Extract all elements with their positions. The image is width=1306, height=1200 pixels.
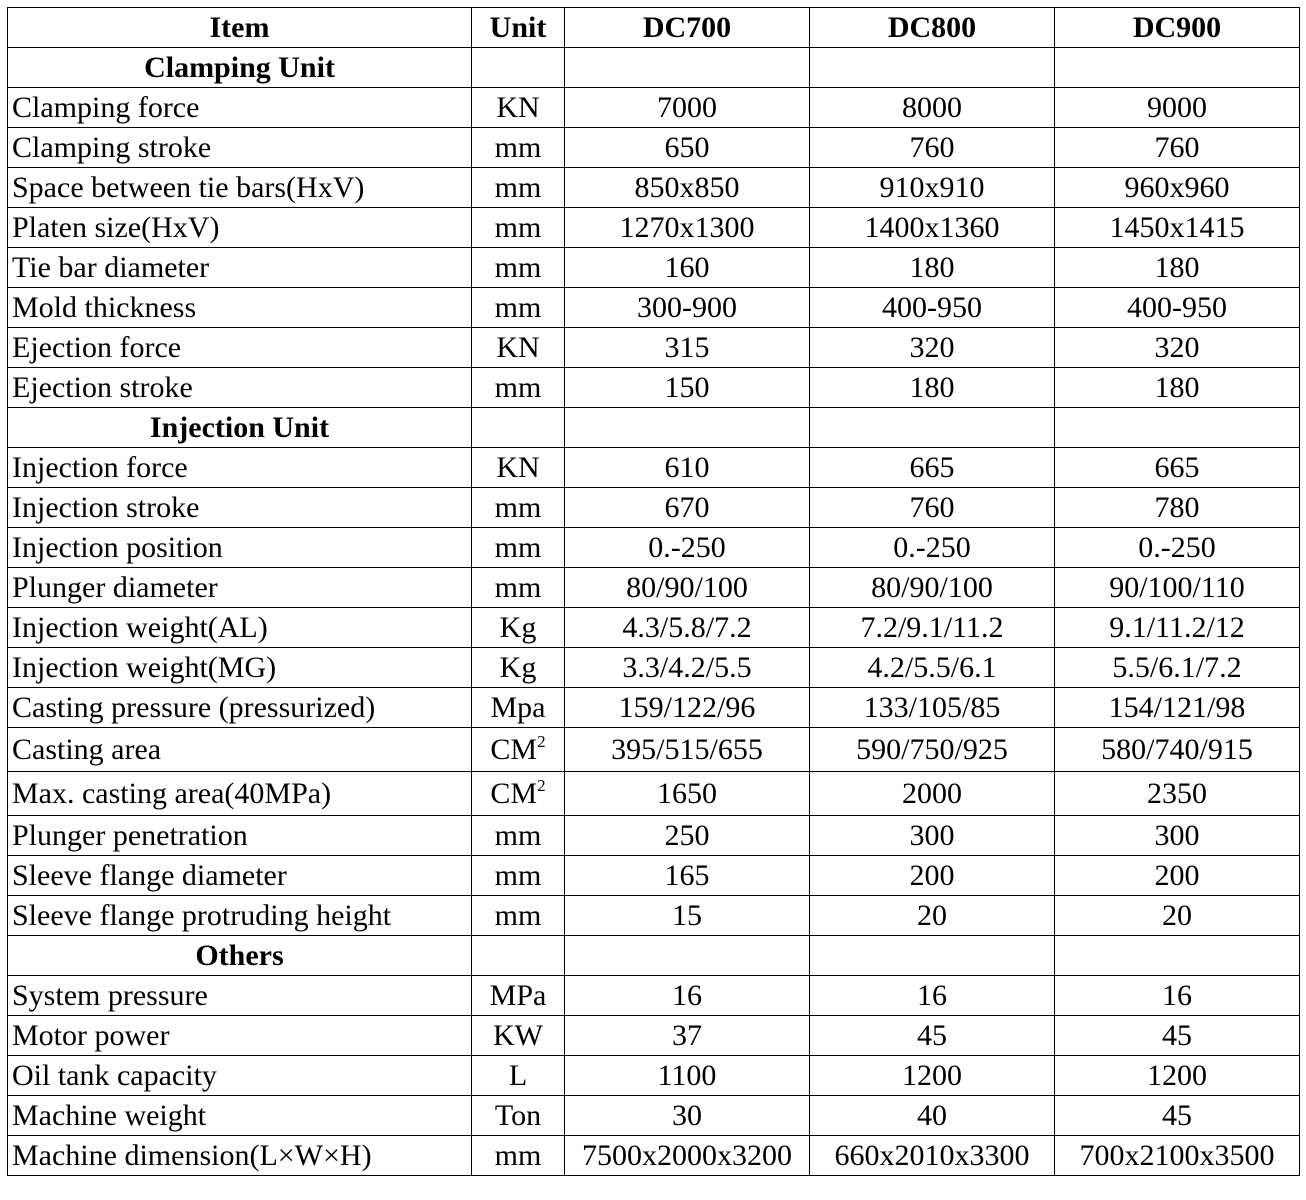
unit-text: KW: [493, 1018, 543, 1052]
row-unit: [472, 1016, 565, 1056]
row-value: 5.5/6.1/7.2: [1055, 648, 1300, 688]
table-row: [8, 248, 1300, 288]
row-value: 4.2/5.5/6.1: [810, 648, 1055, 688]
empty-cell: [565, 48, 810, 88]
row-unit: [472, 88, 565, 128]
row-value: 760: [810, 488, 1055, 528]
row-value: 80/90/100: [565, 568, 810, 608]
row-value: 1450x1415: [1055, 208, 1300, 248]
row-value: 180: [810, 248, 1055, 288]
unit-text: mm: [494, 130, 542, 164]
row-unit: [472, 688, 565, 728]
row-value: 400-950: [810, 288, 1055, 328]
row-value: 200: [1055, 856, 1300, 896]
row-value: 960x960: [1055, 168, 1300, 208]
row-value: 30: [565, 1096, 810, 1136]
table-row: [8, 1096, 1300, 1136]
empty-cell: [1055, 936, 1300, 976]
row-unit: [472, 488, 565, 528]
row-value: 760: [1055, 128, 1300, 168]
row-value: 7000: [565, 88, 810, 128]
row-value: 16: [565, 976, 810, 1016]
unit-text: mm: [494, 290, 542, 324]
row-unit: [472, 728, 565, 772]
row-value: 300: [810, 816, 1055, 856]
unit-superscript: 2: [537, 775, 546, 795]
row-value: 850x850: [565, 168, 810, 208]
row-value: 2000: [810, 772, 1055, 816]
row-value: 400-950: [1055, 288, 1300, 328]
row-unit: [472, 856, 565, 896]
unit-superscript: 2: [537, 731, 546, 751]
empty-cell: [472, 936, 565, 976]
unit-text: mm: [494, 490, 542, 524]
row-value: 16: [1055, 976, 1300, 1016]
row-item: Casting pressure (pressurized): [8, 688, 472, 728]
unit-text: KN: [496, 90, 540, 124]
row-unit: [472, 1056, 565, 1096]
row-unit: [472, 648, 565, 688]
row-value: 780: [1055, 488, 1300, 528]
section-row: [8, 408, 1300, 448]
header-item: Item: [8, 8, 472, 48]
row-value: 150: [565, 368, 810, 408]
unit-text: CM: [490, 732, 538, 766]
table-header: [8, 8, 1300, 48]
empty-cell: [565, 408, 810, 448]
row-value: 665: [810, 448, 1055, 488]
row-value: 9.1/11.2/12: [1055, 608, 1300, 648]
unit-text: KN: [496, 330, 540, 364]
row-value: 610: [565, 448, 810, 488]
unit-text: mm: [494, 570, 542, 604]
row-item: Plunger diameter: [8, 568, 472, 608]
row-value: 133/105/85: [810, 688, 1055, 728]
row-value: 154/121/98: [1055, 688, 1300, 728]
row-value: 910x910: [810, 168, 1055, 208]
row-value: 3.3/4.2/5.5: [565, 648, 810, 688]
row-item: Casting area: [8, 728, 472, 772]
empty-cell: [1055, 408, 1300, 448]
table-row: [8, 896, 1300, 936]
unit-text: mm: [494, 210, 542, 244]
table-row: [8, 368, 1300, 408]
unit-text: Kg: [499, 610, 537, 644]
row-value: 1200: [810, 1056, 1055, 1096]
row-unit: [472, 128, 565, 168]
row-item: Injection weight(AL): [8, 608, 472, 648]
row-value: 320: [810, 328, 1055, 368]
unit-text: mm: [494, 1138, 542, 1172]
table-row: [8, 568, 1300, 608]
row-item: Sleeve flange diameter: [8, 856, 472, 896]
table-body: [8, 48, 1300, 1176]
row-value: 9000: [1055, 88, 1300, 128]
section-row: [8, 936, 1300, 976]
row-item: Max. casting area(40MPa): [8, 772, 472, 816]
row-item: Ejection stroke: [8, 368, 472, 408]
table-row: [8, 1056, 1300, 1096]
row-value: 15: [565, 896, 810, 936]
row-value: 700x2100x3500: [1055, 1136, 1300, 1176]
row-value: 180: [1055, 368, 1300, 408]
row-value: 1200: [1055, 1056, 1300, 1096]
table-row: [8, 208, 1300, 248]
row-value: 90/100/110: [1055, 568, 1300, 608]
row-value: 395/515/655: [565, 728, 810, 772]
table-row: [8, 816, 1300, 856]
row-item: Space between tie bars(HxV): [8, 168, 472, 208]
table-row: [8, 688, 1300, 728]
row-value: 315: [565, 328, 810, 368]
row-unit: [472, 328, 565, 368]
row-item: Sleeve flange protruding height: [8, 896, 472, 936]
table-row: [8, 448, 1300, 488]
row-item: Mold thickness: [8, 288, 472, 328]
row-value: 300: [1055, 816, 1300, 856]
row-unit: [472, 772, 565, 816]
row-value: 165: [565, 856, 810, 896]
row-value: 1100: [565, 1056, 810, 1096]
table-row: [8, 648, 1300, 688]
row-unit: [472, 248, 565, 288]
table-row: [8, 976, 1300, 1016]
section-row: [8, 48, 1300, 88]
unit-text: Mpa: [490, 690, 546, 724]
row-value: 7500x2000x3200: [565, 1136, 810, 1176]
row-value: 1650: [565, 772, 810, 816]
unit-text: mm: [494, 170, 542, 204]
empty-cell: [565, 936, 810, 976]
row-value: 660x2010x3300: [810, 1136, 1055, 1176]
row-item: Clamping force: [8, 88, 472, 128]
row-value: 16: [810, 976, 1055, 1016]
row-item: Ejection force: [8, 328, 472, 368]
row-value: 40: [810, 1096, 1055, 1136]
row-value: 180: [810, 368, 1055, 408]
specification-table: [7, 7, 1300, 1176]
table-row: [8, 288, 1300, 328]
section-title: Others: [8, 936, 472, 976]
row-item: Platen size(HxV): [8, 208, 472, 248]
row-value: 250: [565, 816, 810, 856]
table-row: [8, 88, 1300, 128]
unit-text: MPa: [489, 978, 547, 1012]
row-value: 20: [810, 896, 1055, 936]
table-row: [8, 128, 1300, 168]
row-item: Injection weight(MG): [8, 648, 472, 688]
unit-text: KN: [496, 450, 540, 484]
row-value: 8000: [810, 88, 1055, 128]
header-row: [8, 8, 1300, 48]
row-unit: [472, 288, 565, 328]
row-unit: [472, 816, 565, 856]
header-model-dc800: DC800: [810, 8, 1055, 48]
row-value: 160: [565, 248, 810, 288]
row-value: 650: [565, 128, 810, 168]
row-unit: [472, 608, 565, 648]
row-value: 0.-250: [810, 528, 1055, 568]
row-unit: [472, 1096, 565, 1136]
row-item: Injection position: [8, 528, 472, 568]
unit-text: CM: [490, 776, 538, 810]
row-value: 2350: [1055, 772, 1300, 816]
header-model-dc900: DC900: [1055, 8, 1300, 48]
empty-cell: [1055, 48, 1300, 88]
row-item: Injection stroke: [8, 488, 472, 528]
row-value: 159/122/96: [565, 688, 810, 728]
table-row: [8, 608, 1300, 648]
empty-cell: [472, 408, 565, 448]
section-title: Clamping Unit: [8, 48, 472, 88]
row-item: Machine weight: [8, 1096, 472, 1136]
row-item: Motor power: [8, 1016, 472, 1056]
header-model-dc700: DC700: [565, 8, 810, 48]
row-unit: [472, 896, 565, 936]
unit-text: Ton: [494, 1098, 542, 1132]
unit-text: mm: [494, 818, 542, 852]
row-unit: [472, 528, 565, 568]
row-unit: [472, 208, 565, 248]
row-value: 20: [1055, 896, 1300, 936]
table-row: [8, 772, 1300, 816]
row-value: 670: [565, 488, 810, 528]
unit-text: Kg: [499, 650, 537, 684]
table-row: [8, 1136, 1300, 1176]
row-unit: [472, 568, 565, 608]
row-value: 37: [565, 1016, 810, 1056]
row-value: 180: [1055, 248, 1300, 288]
row-value: 665: [1055, 448, 1300, 488]
row-value: 4.3/5.8/7.2: [565, 608, 810, 648]
table-row: [8, 856, 1300, 896]
row-value: 590/750/925: [810, 728, 1055, 772]
row-value: 1270x1300: [565, 208, 810, 248]
row-value: 45: [810, 1016, 1055, 1056]
row-unit: [472, 368, 565, 408]
empty-cell: [810, 408, 1055, 448]
unit-text: mm: [494, 898, 542, 932]
table-row: [8, 488, 1300, 528]
empty-cell: [810, 48, 1055, 88]
row-item: Tie bar diameter: [8, 248, 472, 288]
row-value: 760: [810, 128, 1055, 168]
row-value: 45: [1055, 1096, 1300, 1136]
unit-text: mm: [494, 530, 542, 564]
row-value: 45: [1055, 1016, 1300, 1056]
table-row: [8, 168, 1300, 208]
table-row: [8, 328, 1300, 368]
header-unit: Unit: [472, 8, 565, 48]
row-value: 200: [810, 856, 1055, 896]
row-value: 0.-250: [1055, 528, 1300, 568]
row-value: 320: [1055, 328, 1300, 368]
unit-text: L: [508, 1058, 528, 1092]
row-value: 0.-250: [565, 528, 810, 568]
row-item: System pressure: [8, 976, 472, 1016]
row-item: Plunger penetration: [8, 816, 472, 856]
row-item: Clamping stroke: [8, 128, 472, 168]
unit-text: mm: [494, 858, 542, 892]
row-value: 300-900: [565, 288, 810, 328]
section-title: Injection Unit: [8, 408, 472, 448]
row-value: 580/740/915: [1055, 728, 1300, 772]
unit-text: mm: [494, 250, 542, 284]
row-value: 7.2/9.1/11.2: [810, 608, 1055, 648]
row-unit: [472, 448, 565, 488]
row-item: Machine dimension(L×W×H): [8, 1136, 472, 1176]
row-unit: [472, 976, 565, 1016]
table-row: [8, 528, 1300, 568]
empty-cell: [810, 936, 1055, 976]
row-value: 80/90/100: [810, 568, 1055, 608]
row-unit: [472, 168, 565, 208]
table-row: [8, 728, 1300, 772]
empty-cell: [472, 48, 565, 88]
row-item: Injection force: [8, 448, 472, 488]
row-value: 1400x1360: [810, 208, 1055, 248]
row-item: Oil tank capacity: [8, 1056, 472, 1096]
row-unit: [472, 1136, 565, 1176]
table-row: [8, 1016, 1300, 1056]
unit-text: mm: [494, 370, 542, 404]
